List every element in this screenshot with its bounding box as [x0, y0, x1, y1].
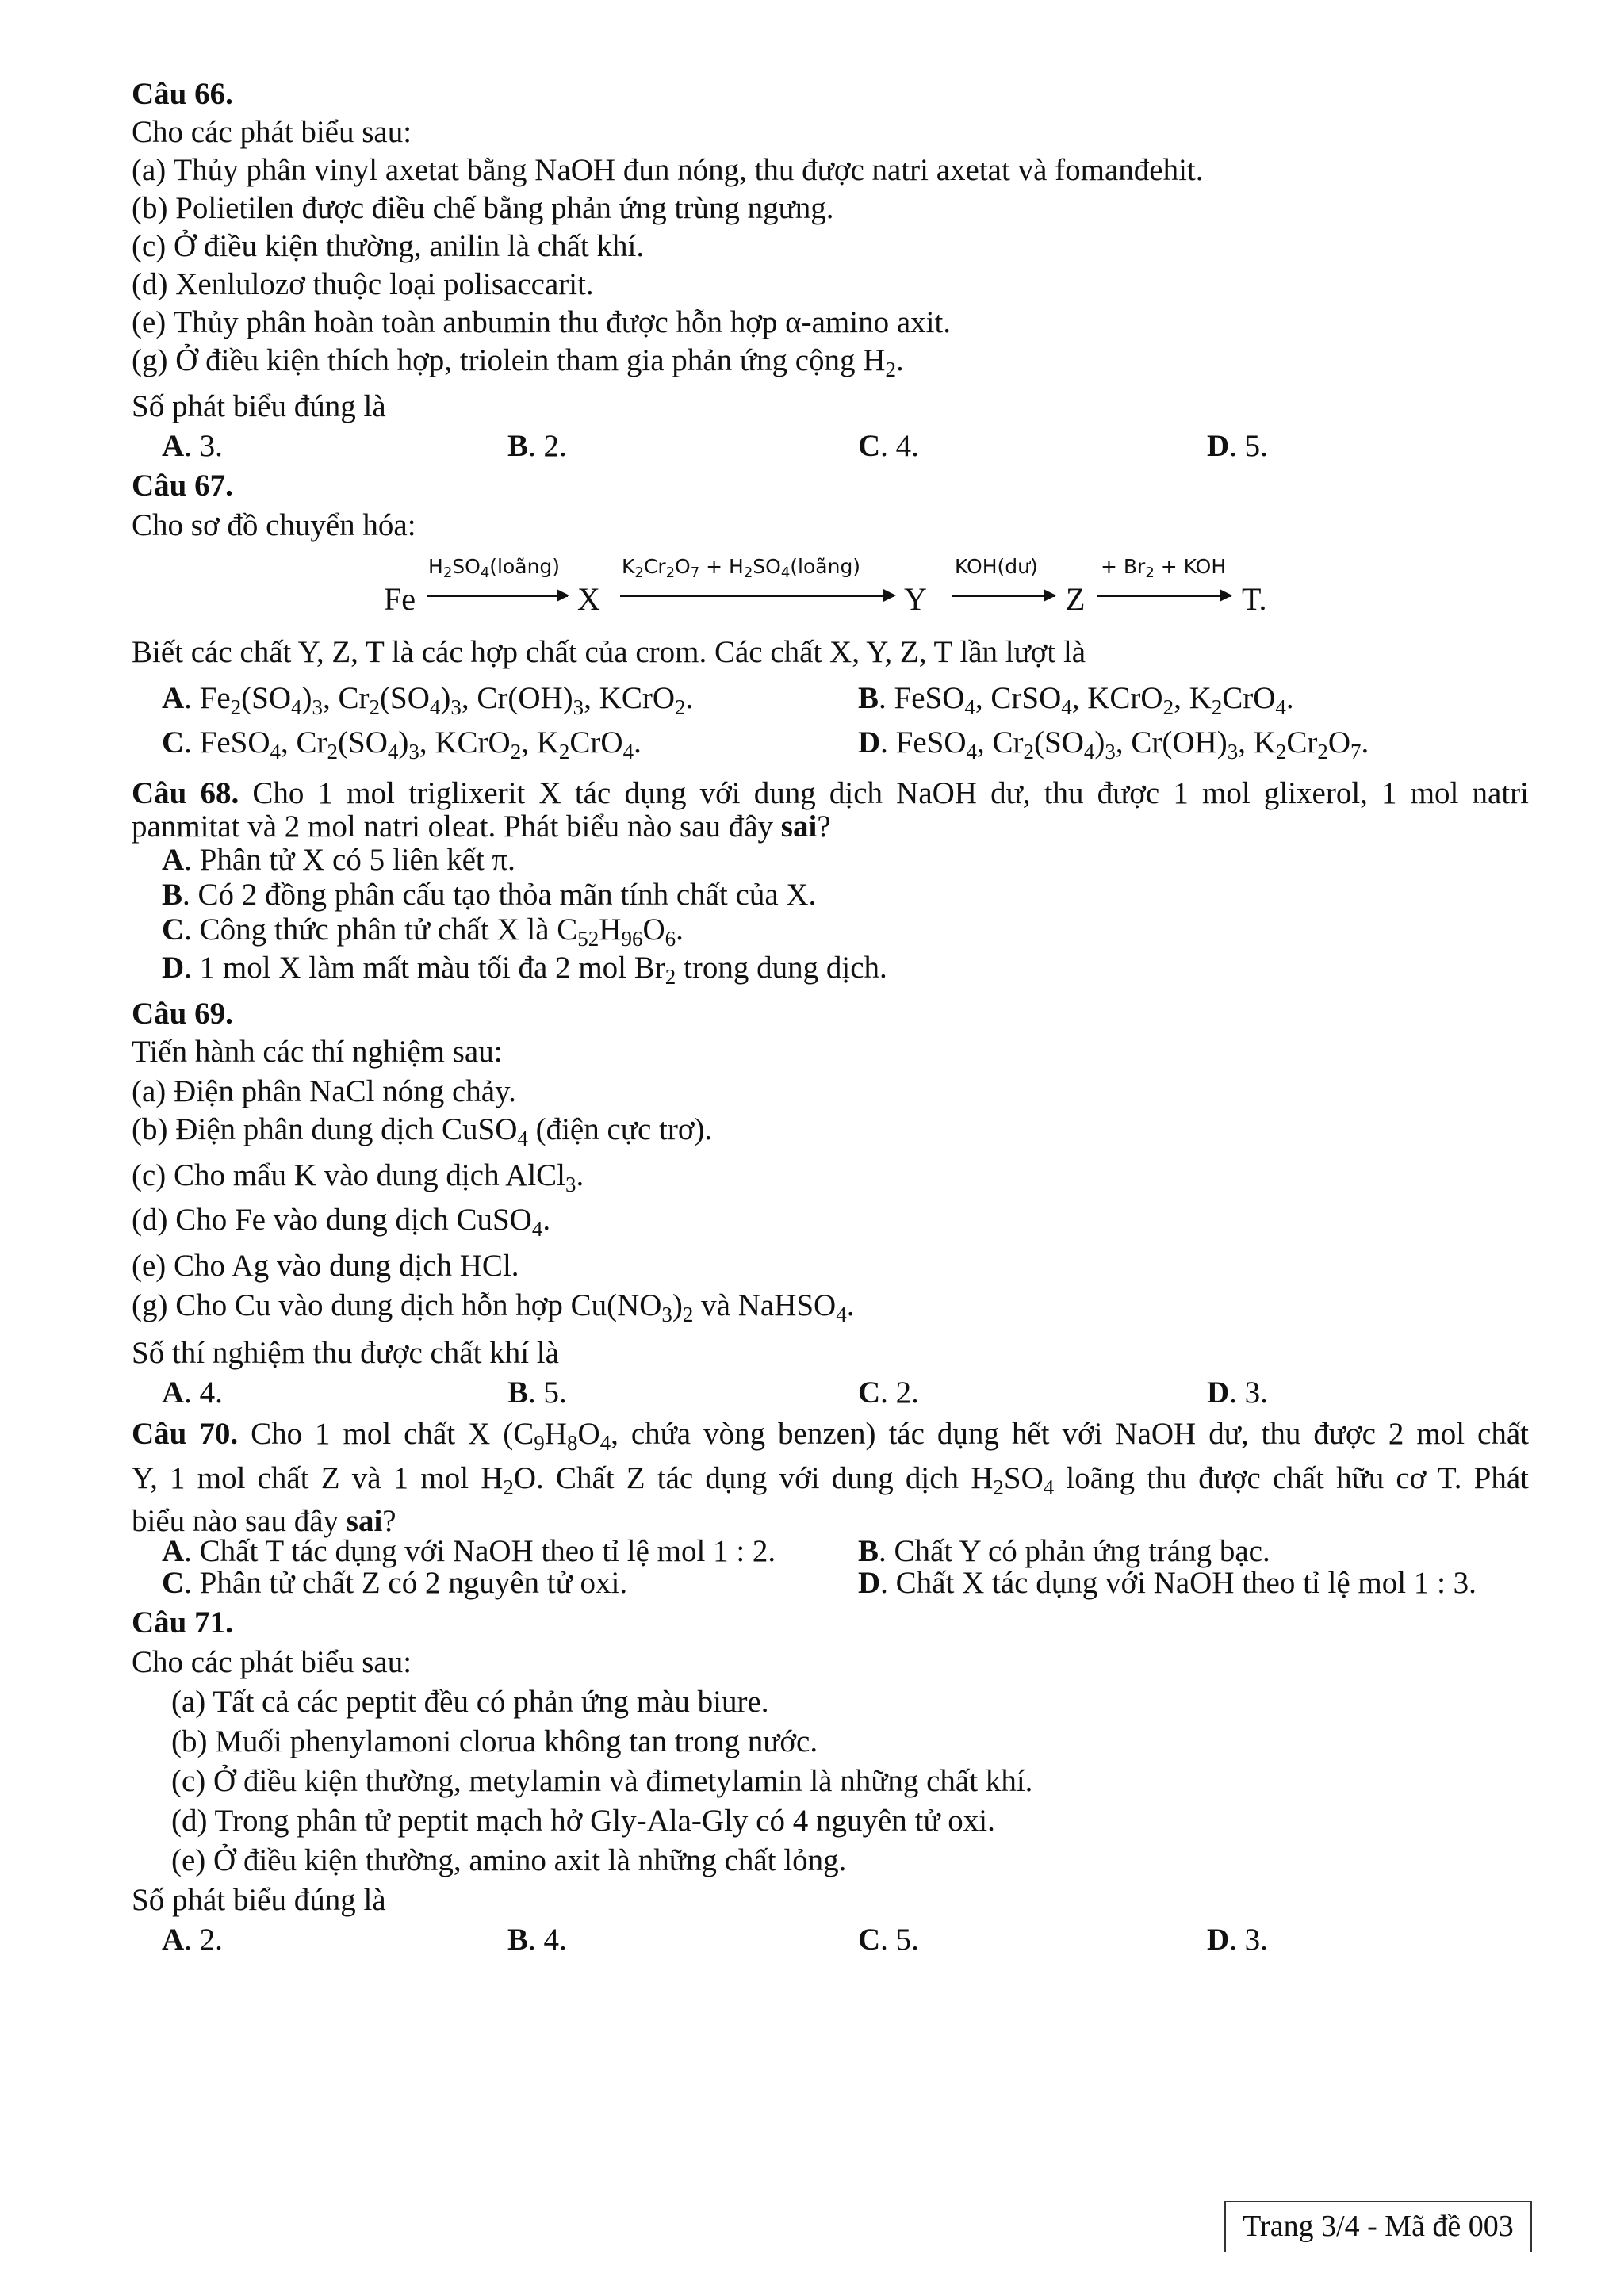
- arrow-label-4: + $Br_2$ + KOH: [1101, 555, 1227, 581]
- q67-note: Biết các chất Y, Z, T là các hợp chất của crom. Các chất X, Y, Z, T lần lượt là: [132, 635, 1086, 669]
- arrow-label-3: KOH(dư): [955, 555, 1038, 578]
- q69-experiment-d: (d) Cho Fe vào dung dịch CuSO$_4$.: [132, 1203, 551, 1241]
- q71-option-a[interactable]: A. 2.: [162, 1923, 223, 1957]
- scheme-fe: Fe: [384, 581, 416, 617]
- q69-option-c[interactable]: C. 2.: [858, 1376, 919, 1410]
- q66-statement-g: (g) Ở điều kiện thích hợp, triolein tham gia phản ứng cộng $H_2$.: [132, 343, 904, 381]
- q69-experiment-a: (a) Điện phân NaCl nóng chảy.: [132, 1074, 516, 1108]
- arrow-label-1: $H_2SO_4(loãng)$: [428, 555, 561, 581]
- q67-option-c[interactable]: C. FeSO$_4$, $Cr_2(SO_4)_3$, KCrO$_2$, $K_2CrO_4$.: [162, 725, 642, 763]
- q69-option-b[interactable]: B. 5.: [508, 1376, 567, 1410]
- scheme-t: T.: [1242, 581, 1267, 617]
- q71-option-d[interactable]: D. 3.: [1207, 1923, 1268, 1957]
- q70-option-b[interactable]: B. Chất Y có phản ứng tráng bạc.: [858, 1534, 1270, 1568]
- q66-question: Số phát biểu đúng là: [132, 389, 386, 423]
- q66-statement-e: (e) Thủy phân hoàn toàn anbumin thu được hỗn hợp α-amino axit.: [132, 305, 952, 339]
- q66-option-d[interactable]: D. 5.: [1207, 429, 1268, 463]
- q71-statement-d: (d) Trong phân tử peptit mạch hở Gly-Ala-Gly có 4 nguyên tử oxi.: [171, 1804, 995, 1838]
- q66-option-b[interactable]: B. 2.: [508, 429, 567, 463]
- q71-option-b[interactable]: B. 4.: [508, 1923, 567, 1957]
- q71-question: Số phát biểu đúng là: [132, 1883, 386, 1917]
- arrow-3: [952, 595, 1055, 597]
- arrow-1: [427, 595, 568, 597]
- q67-option-a[interactable]: A. $Fe_2(SO_4)_3$, $Cr_2(SO_4)_3$, $Cr(OH)_3$, KCrO$_2$.: [162, 681, 694, 719]
- q71-option-c[interactable]: C. 5.: [858, 1923, 919, 1957]
- q70-option-a[interactable]: A. Chất T tác dụng với NaOH theo tỉ lệ mol 1 : 2.: [162, 1534, 776, 1568]
- q66-option-a[interactable]: A. 3.: [162, 429, 223, 463]
- q70-option-c[interactable]: C. Phân tử chất Z có 2 nguyên tử oxi.: [162, 1566, 628, 1600]
- q71-intro: Cho các phát biểu sau:: [132, 1645, 412, 1679]
- q67-option-d[interactable]: D. FeSO$_4$, $Cr_2(SO_4)_3$, $Cr(OH)_3$, $K_2Cr_2O_7$.: [858, 725, 1369, 763]
- q69-experiment-c: (c) Cho mẩu K vào dung dịch AlCl$_3$.: [132, 1158, 584, 1196]
- q71-statement-e: (e) Ở điều kiện thường, amino axit là những chất lỏng.: [171, 1843, 847, 1877]
- q69-title: Câu 69.: [132, 997, 233, 1031]
- q68-line-1: Câu 68. Cho 1 mol triglixerit X tác dụng với dung dịch NaOH dư, thu được 1 mol glixerol, 1 mol natri: [132, 776, 1530, 810]
- q68-option-b[interactable]: B. Có 2 đồng phân cấu tạo thỏa mãn tính chất của X.: [162, 878, 817, 912]
- arrow-4: [1097, 595, 1231, 597]
- q68-option-c[interactable]: C. Công thức phân tử chất X là $C_{52}H_{96}O_6$.: [162, 913, 684, 951]
- q66-statement-a: (a) Thủy phân vinyl axetat bằng NaOH đun nóng, thu được natri axetat và fomanđehit.: [132, 153, 1204, 187]
- arrow-label-2: $K_2Cr_2O_7$ + $H_2SO_4(loãng)$: [622, 555, 861, 581]
- q71-statement-b: (b) Muối phenylamoni clorua không tan trong nước.: [171, 1724, 818, 1758]
- q69-intro: Tiến hành các thí nghiệm sau:: [132, 1035, 503, 1069]
- q68-option-d[interactable]: D. 1 mol X làm mất màu tối đa 2 mol $Br_2$ trong dung dịch.: [162, 951, 887, 989]
- q66-statement-d: (d) Xenlulozơ thuộc loại polisaccarit.: [132, 267, 594, 301]
- page-footer: Trang 3/4 - Mã đề 003: [1224, 2201, 1532, 2252]
- q66-intro: Cho các phát biểu sau:: [132, 115, 412, 149]
- q70-line-2: Y, 1 mol chất Z và 1 mol $H_2O$. Chất Z tác dụng với dung dịch $H_2SO_4$ loãng thu được chất hữu cơ T. Phát: [132, 1461, 1530, 1499]
- q70-line-3: biểu nào sau đây sai?: [132, 1504, 396, 1538]
- q67-title: Câu 67.: [132, 469, 233, 503]
- q71-title: Câu 71.: [132, 1605, 233, 1640]
- q68-option-a[interactable]: A. Phân tử X có 5 liên kết π.: [162, 843, 515, 877]
- q68-line-2: panmitat và 2 mol natri oleat. Phát biểu nào sau đây sai?: [132, 809, 831, 844]
- q66-title: Câu 66.: [132, 77, 233, 111]
- arrow-2: [620, 595, 894, 597]
- q71-statement-c: (c) Ở điều kiện thường, metylamin và đimetylamin là những chất khí.: [171, 1764, 1033, 1798]
- reaction-scheme: [384, 555, 1288, 626]
- q66-statement-b: (b) Polietilen được điều chế bằng phản ứng trùng ngưng.: [132, 191, 834, 225]
- q66-statement-c: (c) Ở điều kiện thường, anilin là chất khí.: [132, 229, 645, 263]
- scheme-z: Z: [1066, 581, 1086, 617]
- q69-experiment-g: (g) Cho Cu vào dung dịch hỗn hợp $Cu(NO_3)_2$ và NaHSO$_4$.: [132, 1288, 855, 1326]
- q70-option-d[interactable]: D. Chất X tác dụng với NaOH theo tỉ lệ mol 1 : 3.: [858, 1566, 1477, 1600]
- scheme-y: Y: [904, 581, 927, 617]
- q69-experiment-b: (b) Điện phân dung dịch CuSO$_4$ (điện cực trơ).: [132, 1112, 713, 1150]
- q69-option-d[interactable]: D. 3.: [1207, 1376, 1268, 1410]
- q69-experiment-e: (e) Cho Ag vào dung dịch HCl.: [132, 1249, 519, 1283]
- q66-option-c[interactable]: C. 4.: [858, 429, 919, 463]
- q69-question: Số thí nghiệm thu được chất khí là: [132, 1336, 559, 1370]
- q69-option-a[interactable]: A. 4.: [162, 1376, 223, 1410]
- q71-statement-a: (a) Tất cả các peptit đều có phản ứng màu biure.: [171, 1685, 769, 1719]
- q70-line-1: Câu 70. Cho 1 mol chất X ($C_9H_8O_4$, chứa vòng benzen) tác dụng hết với NaOH dư, thu được 2 mol chất: [132, 1417, 1529, 1455]
- q67-option-b[interactable]: B. FeSO$_4$, CrSO$_4$, KCrO$_2$, $K_2CrO_4$.: [858, 681, 1294, 719]
- scheme-x: X: [577, 581, 600, 617]
- q67-intro: Cho sơ đồ chuyển hóa:: [132, 508, 416, 542]
